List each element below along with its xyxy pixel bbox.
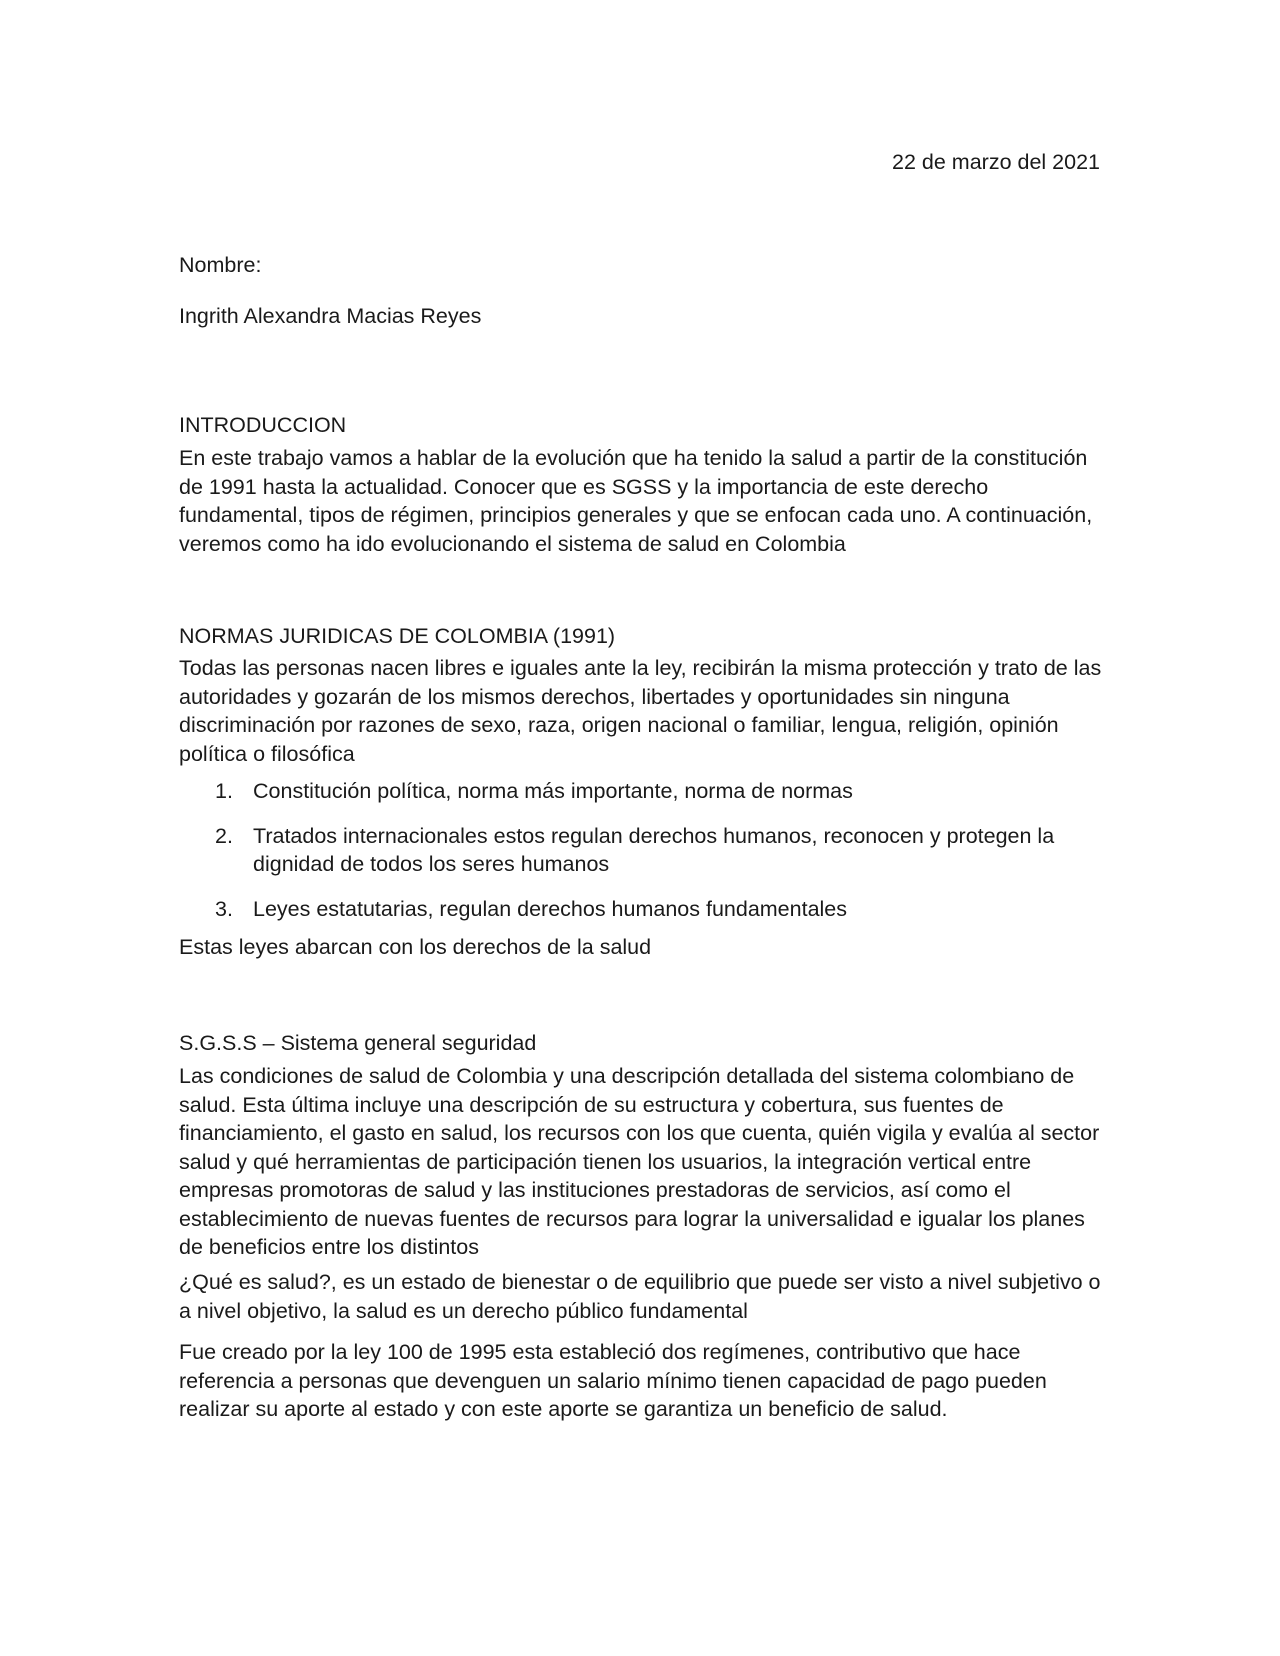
list-item-text: Leyes estatutarias, regulan derechos humanos fundamentales	[253, 896, 848, 921]
list-item	[179, 822, 1119, 879]
list-item-text: Tratados internacionales estos regulan derechos humanos, reconocen y protegen la dignidad de todos los seres humanos	[253, 823, 1055, 876]
name-value: Ingrith Alexandra Macias Reyes	[179, 304, 482, 328]
list-item	[179, 895, 1119, 924]
normas-paragraph: Todas las personas nacen libres e iguales ante la ley, recibirán la misma protección y trato de las autoridades y gozarán de los mismos derechos, libertades y oportunidades sin ninguna discriminación por razones de sexo, raza, origen nacional o familiar, lengua, religión, opinión política o filosófica	[179, 656, 1102, 766]
list-item-number: 3.	[215, 896, 233, 921]
list-item-text: Constitución política, norma más importante, norma de normas	[253, 779, 853, 803]
normas-closing: Estas leyes abarcan con los derechos de la salud	[179, 935, 652, 959]
sgss-paragraph-1: Las condiciones de salud de Colombia y una descripción detallada del sistema colombiano de salud. Esta última incluye una descripción de su estructura y cobertura, sus fuentes de financiamiento, el gasto en salud, los recursos con los que cuenta, quién vigila y evalúa al sector salud y qué herramientas de participación tienen los usuarios, la integración vertical entre empresas promotoras de salud y las instituciones prestadoras de servicios, así como el establecimiento de nuevas fuentes de recursos para lograr la universalidad e igualar los planes de beneficios entre los distintos	[179, 1064, 1100, 1259]
list-item-number: 2.	[215, 823, 233, 848]
sgss-heading: S.G.S.S – Sistema general seguridad	[179, 1031, 537, 1055]
sgss-paragraph-2: ¿Qué es salud?, es un estado de bienestar o de equilibrio que puede ser visto a nivel subjetivo o a nivel objetivo, la salud es un derecho público fundamental	[179, 1270, 1101, 1323]
intro-heading: INTRODUCCION	[179, 413, 347, 437]
normas-heading: NORMAS JURIDICAS DE COLOMBIA (1991)	[179, 624, 616, 648]
normas-list	[179, 777, 1119, 939]
intro-paragraph: En este trabajo vamos a hablar de la evolución que ha tenido la salud a partir de la constitución de 1991 hasta la actualidad. Conocer que es SGSS y la importancia de este derecho fundamental, tipos de régimen, principios generales y que se enfocan cada uno. A continuación, veremos como ha ido evolucionando el sistema de salud en Colombia	[179, 446, 1093, 556]
list-item-number: 1.	[215, 779, 233, 803]
name-label: Nombre:	[179, 253, 262, 277]
document-date: 22 de marzo del 2021	[892, 150, 1100, 174]
list-item	[179, 777, 1119, 806]
sgss-paragraph-3: Fue creado por la ley 100 de 1995 esta estableció dos regímenes, contributivo que hace referencia a personas que devenguen un salario mínimo tienen capacidad de pago pueden realizar su aporte al estado y con este aporte se garantiza un beneficio de salud.	[179, 1340, 1047, 1421]
